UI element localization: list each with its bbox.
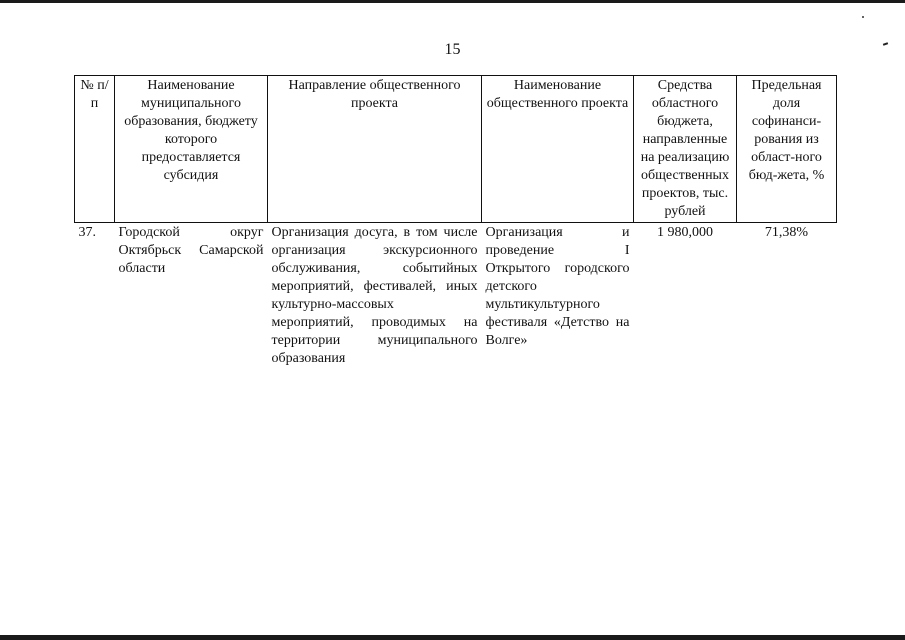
scan-top-edge <box>0 0 905 3</box>
header-share: Предельная доля софинанси-рования из област-ного бюд-жета, % <box>737 76 837 223</box>
page-number: 15 <box>444 41 461 58</box>
header-funds: Средства областного бюджета, направленные на реализацию общественных проектов, тыс. рублей <box>634 76 737 223</box>
header-direction: Направление общественного проекта <box>268 76 482 223</box>
header-row <box>75 76 837 223</box>
scan-speck <box>862 16 864 18</box>
cell-share: 71,38% <box>764 225 809 240</box>
cell-funds: 1 980,000 <box>657 225 713 240</box>
cell-direction: Организация досуга, в том числе организация экскурсионного обслуживания, событийных мероприятий, фестивалей, иных культурно-массовых мероприятий, проводимых на территории муниципального образования <box>271 225 478 366</box>
header-project: Наименование общественного проекта <box>482 76 634 223</box>
scan-bottom-edge <box>0 635 905 640</box>
subsidy-table <box>74 75 837 369</box>
cell-municipality: Городской округ Октябрьск Самарской области <box>118 225 264 276</box>
table-header <box>75 76 837 223</box>
cell-project: Организация и проведение I Открытого городского детского мультикультурного фестиваля «Детство на Волге» <box>485 225 630 348</box>
header-number: № п/п <box>75 76 115 223</box>
header-municipality: Наименование муниципального образования, бюджету которого предоставляется субсидия <box>115 76 268 223</box>
table-row <box>75 223 837 370</box>
cell-number: 37. <box>78 225 96 240</box>
